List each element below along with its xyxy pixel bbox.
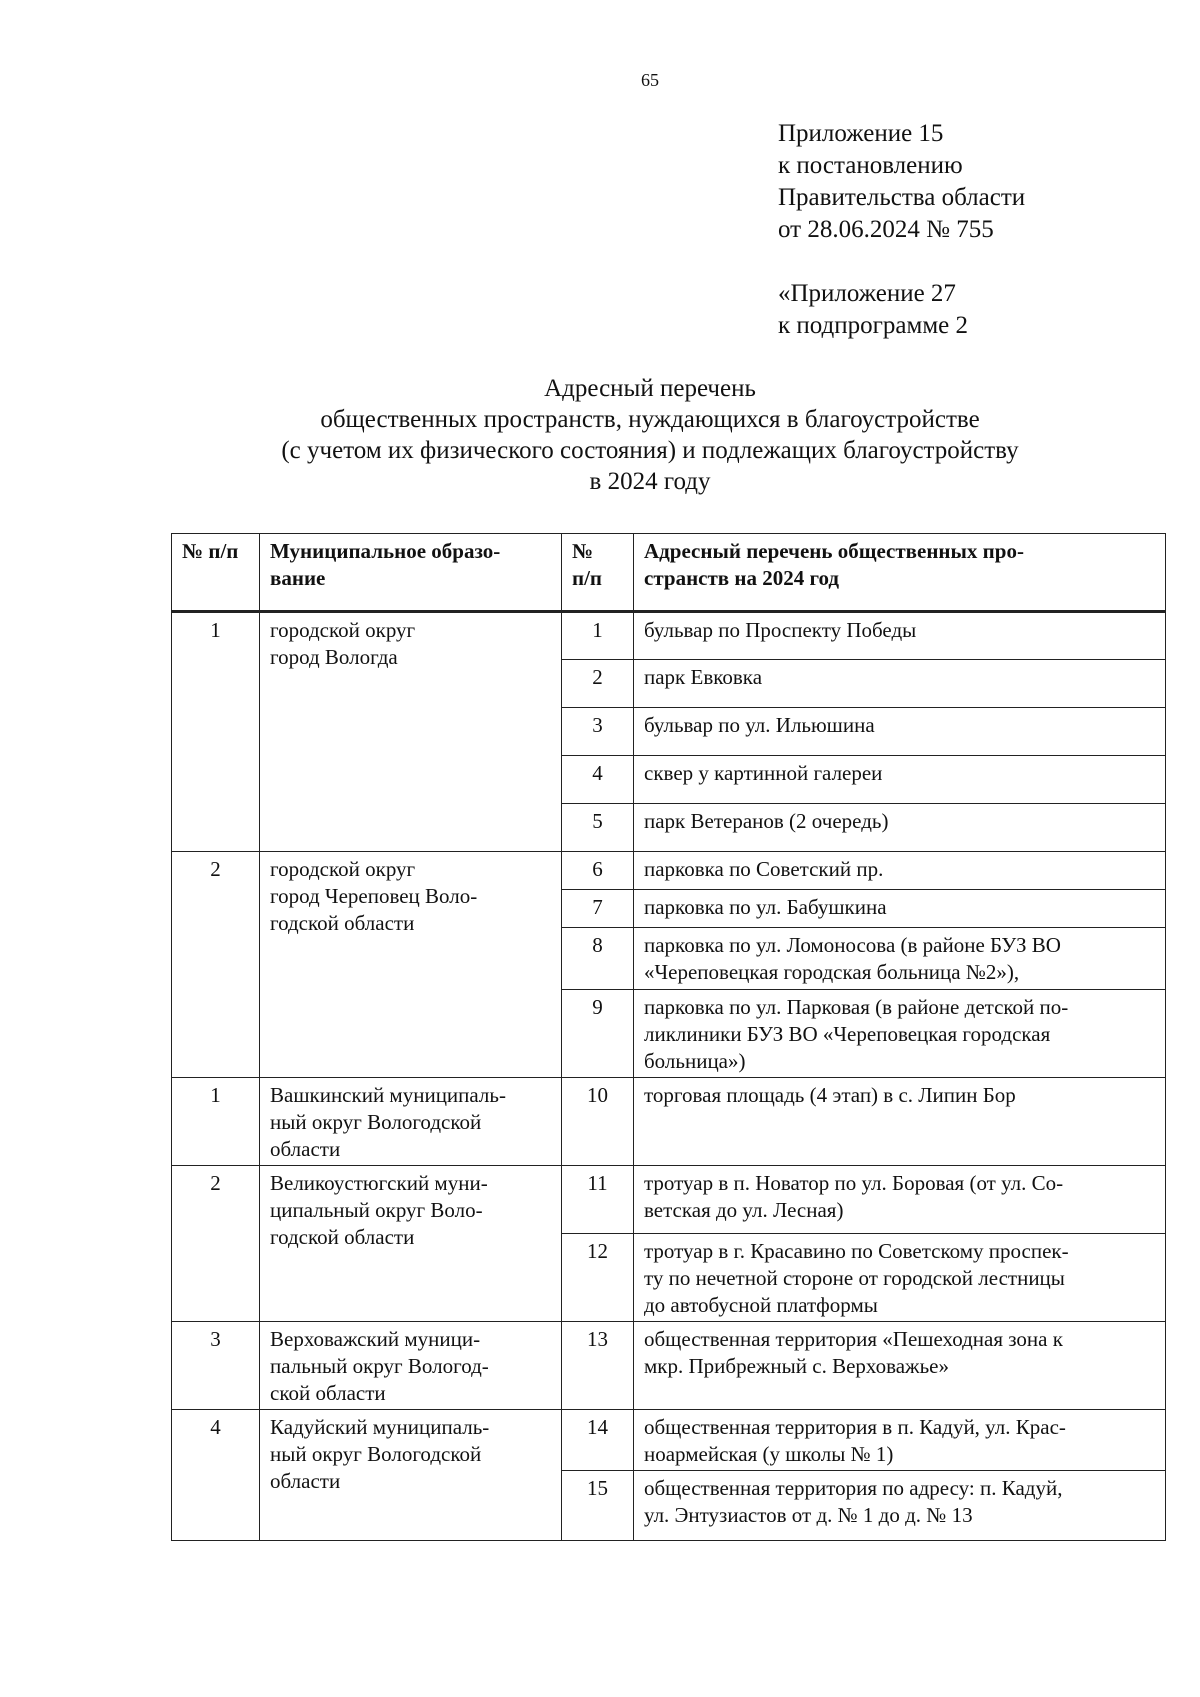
group-number: 1: [172, 1078, 260, 1166]
item-number: 15: [562, 1471, 634, 1541]
item-address: парковка по ул. Ломоносова (в районе БУЗ ВО «Череповецкая городская больница №2»),: [634, 928, 1166, 990]
item-number: 8: [562, 928, 634, 990]
table-header-row: [172, 534, 1166, 612]
municipality-name: Великоустюгский муни- ципальный округ Воло- годской области: [260, 1166, 562, 1322]
group-number: 2: [172, 852, 260, 1078]
municipality-name: городской округ город Вологда: [260, 612, 562, 852]
item-number: 6: [562, 852, 634, 890]
document-title: [130, 373, 1170, 497]
table-row: [172, 1410, 1166, 1471]
title-line: (с учетом их физического состояния) и подлежащих благоустройству: [281, 437, 1019, 464]
table-row: [172, 1078, 1166, 1166]
municipality-name: Вашкинский муниципаль- ный округ Вологодской области: [260, 1078, 562, 1166]
item-address: тротуар в г. Красавино по Советскому проспек- ту по нечетной стороне от городской лестницы до автобусной платформы: [634, 1234, 1166, 1322]
title-line: общественных пространств, нуждающихся в благоустройстве: [320, 406, 980, 433]
appendix-line: Приложение 15: [778, 120, 944, 147]
appendix-line: «Приложение 27: [778, 280, 956, 307]
item-number: 13: [562, 1322, 634, 1410]
item-address: торговая площадь (4 этап) в с. Липин Бор: [634, 1078, 1166, 1166]
address-list-table: [171, 533, 1166, 1541]
appendix-line: от 28.06.2024 № 755: [778, 216, 994, 243]
item-address: общественная территория по адресу: п. Кадуй, ул. Энтузиастов от д. № 1 до д. № 13: [634, 1471, 1166, 1541]
table-row: [172, 1322, 1166, 1410]
municipality-name: городской округ город Череповец Воло- годской области: [260, 852, 562, 1078]
appendix-line: к постановлению: [778, 152, 963, 179]
item-number: 14: [562, 1410, 634, 1471]
item-number: 7: [562, 890, 634, 928]
item-address: бульвар по Проспекту Победы: [634, 612, 1166, 660]
group-number: 1: [172, 612, 260, 852]
item-address: парковка по Советский пр.: [634, 852, 1166, 890]
header-municipality: Муниципальное образо- вание: [260, 534, 562, 612]
item-address: общественная территория в п. Кадуй, ул. Крас- ноармейская (у школы № 1): [634, 1410, 1166, 1471]
page-number: 65: [641, 70, 659, 90]
table-row: [172, 1166, 1166, 1234]
table-row: [172, 612, 1166, 660]
item-number: 11: [562, 1166, 634, 1234]
group-number: 4: [172, 1410, 260, 1541]
table-row: [172, 852, 1166, 890]
item-number: 2: [562, 660, 634, 708]
item-address: парк Евковка: [634, 660, 1166, 708]
item-number: 4: [562, 756, 634, 804]
item-address: тротуар в п. Новатор по ул. Боровая (от ул. Со- ветская до ул. Лесная): [634, 1166, 1166, 1234]
item-number: 3: [562, 708, 634, 756]
header-address-list: Адресный перечень общественных про- странств на 2024 год: [634, 534, 1166, 612]
title-line: Адресный перечень: [544, 375, 756, 402]
item-number: 10: [562, 1078, 634, 1166]
municipality-name: Кадуйский муниципаль- ный округ Вологодской области: [260, 1410, 562, 1541]
group-number: 2: [172, 1166, 260, 1322]
item-address: сквер у картинной галереи: [634, 756, 1166, 804]
group-number: 3: [172, 1322, 260, 1410]
item-address: парковка по ул. Бабушкина: [634, 890, 1166, 928]
appendix-block: [778, 118, 1025, 342]
item-number: 12: [562, 1234, 634, 1322]
appendix-line: к подпрограмме 2: [778, 312, 968, 339]
item-number: 9: [562, 990, 634, 1078]
item-address: общественная территория «Пешеходная зона к мкр. Прибрежный с. Верховажье»: [634, 1322, 1166, 1410]
appendix-line: Правительства области: [778, 184, 1026, 211]
table-body: [172, 612, 1166, 1541]
item-address: парковка по ул. Парковая (в районе детской по- ликлиники БУЗ ВО «Череповецкая городская больница»): [634, 990, 1166, 1078]
item-address: парк Ветеранов (2 очередь): [634, 804, 1166, 852]
item-number: 1: [562, 612, 634, 660]
header-num: № п/п: [172, 534, 260, 612]
header-item-num: № п/п: [562, 534, 634, 612]
appendix-gap: [778, 246, 1025, 278]
title-line: в 2024 году: [589, 468, 711, 495]
item-number: 5: [562, 804, 634, 852]
municipality-name: Верховажский муници- пальный округ Вологод- ской области: [260, 1322, 562, 1410]
item-address: бульвар по ул. Ильюшина: [634, 708, 1166, 756]
